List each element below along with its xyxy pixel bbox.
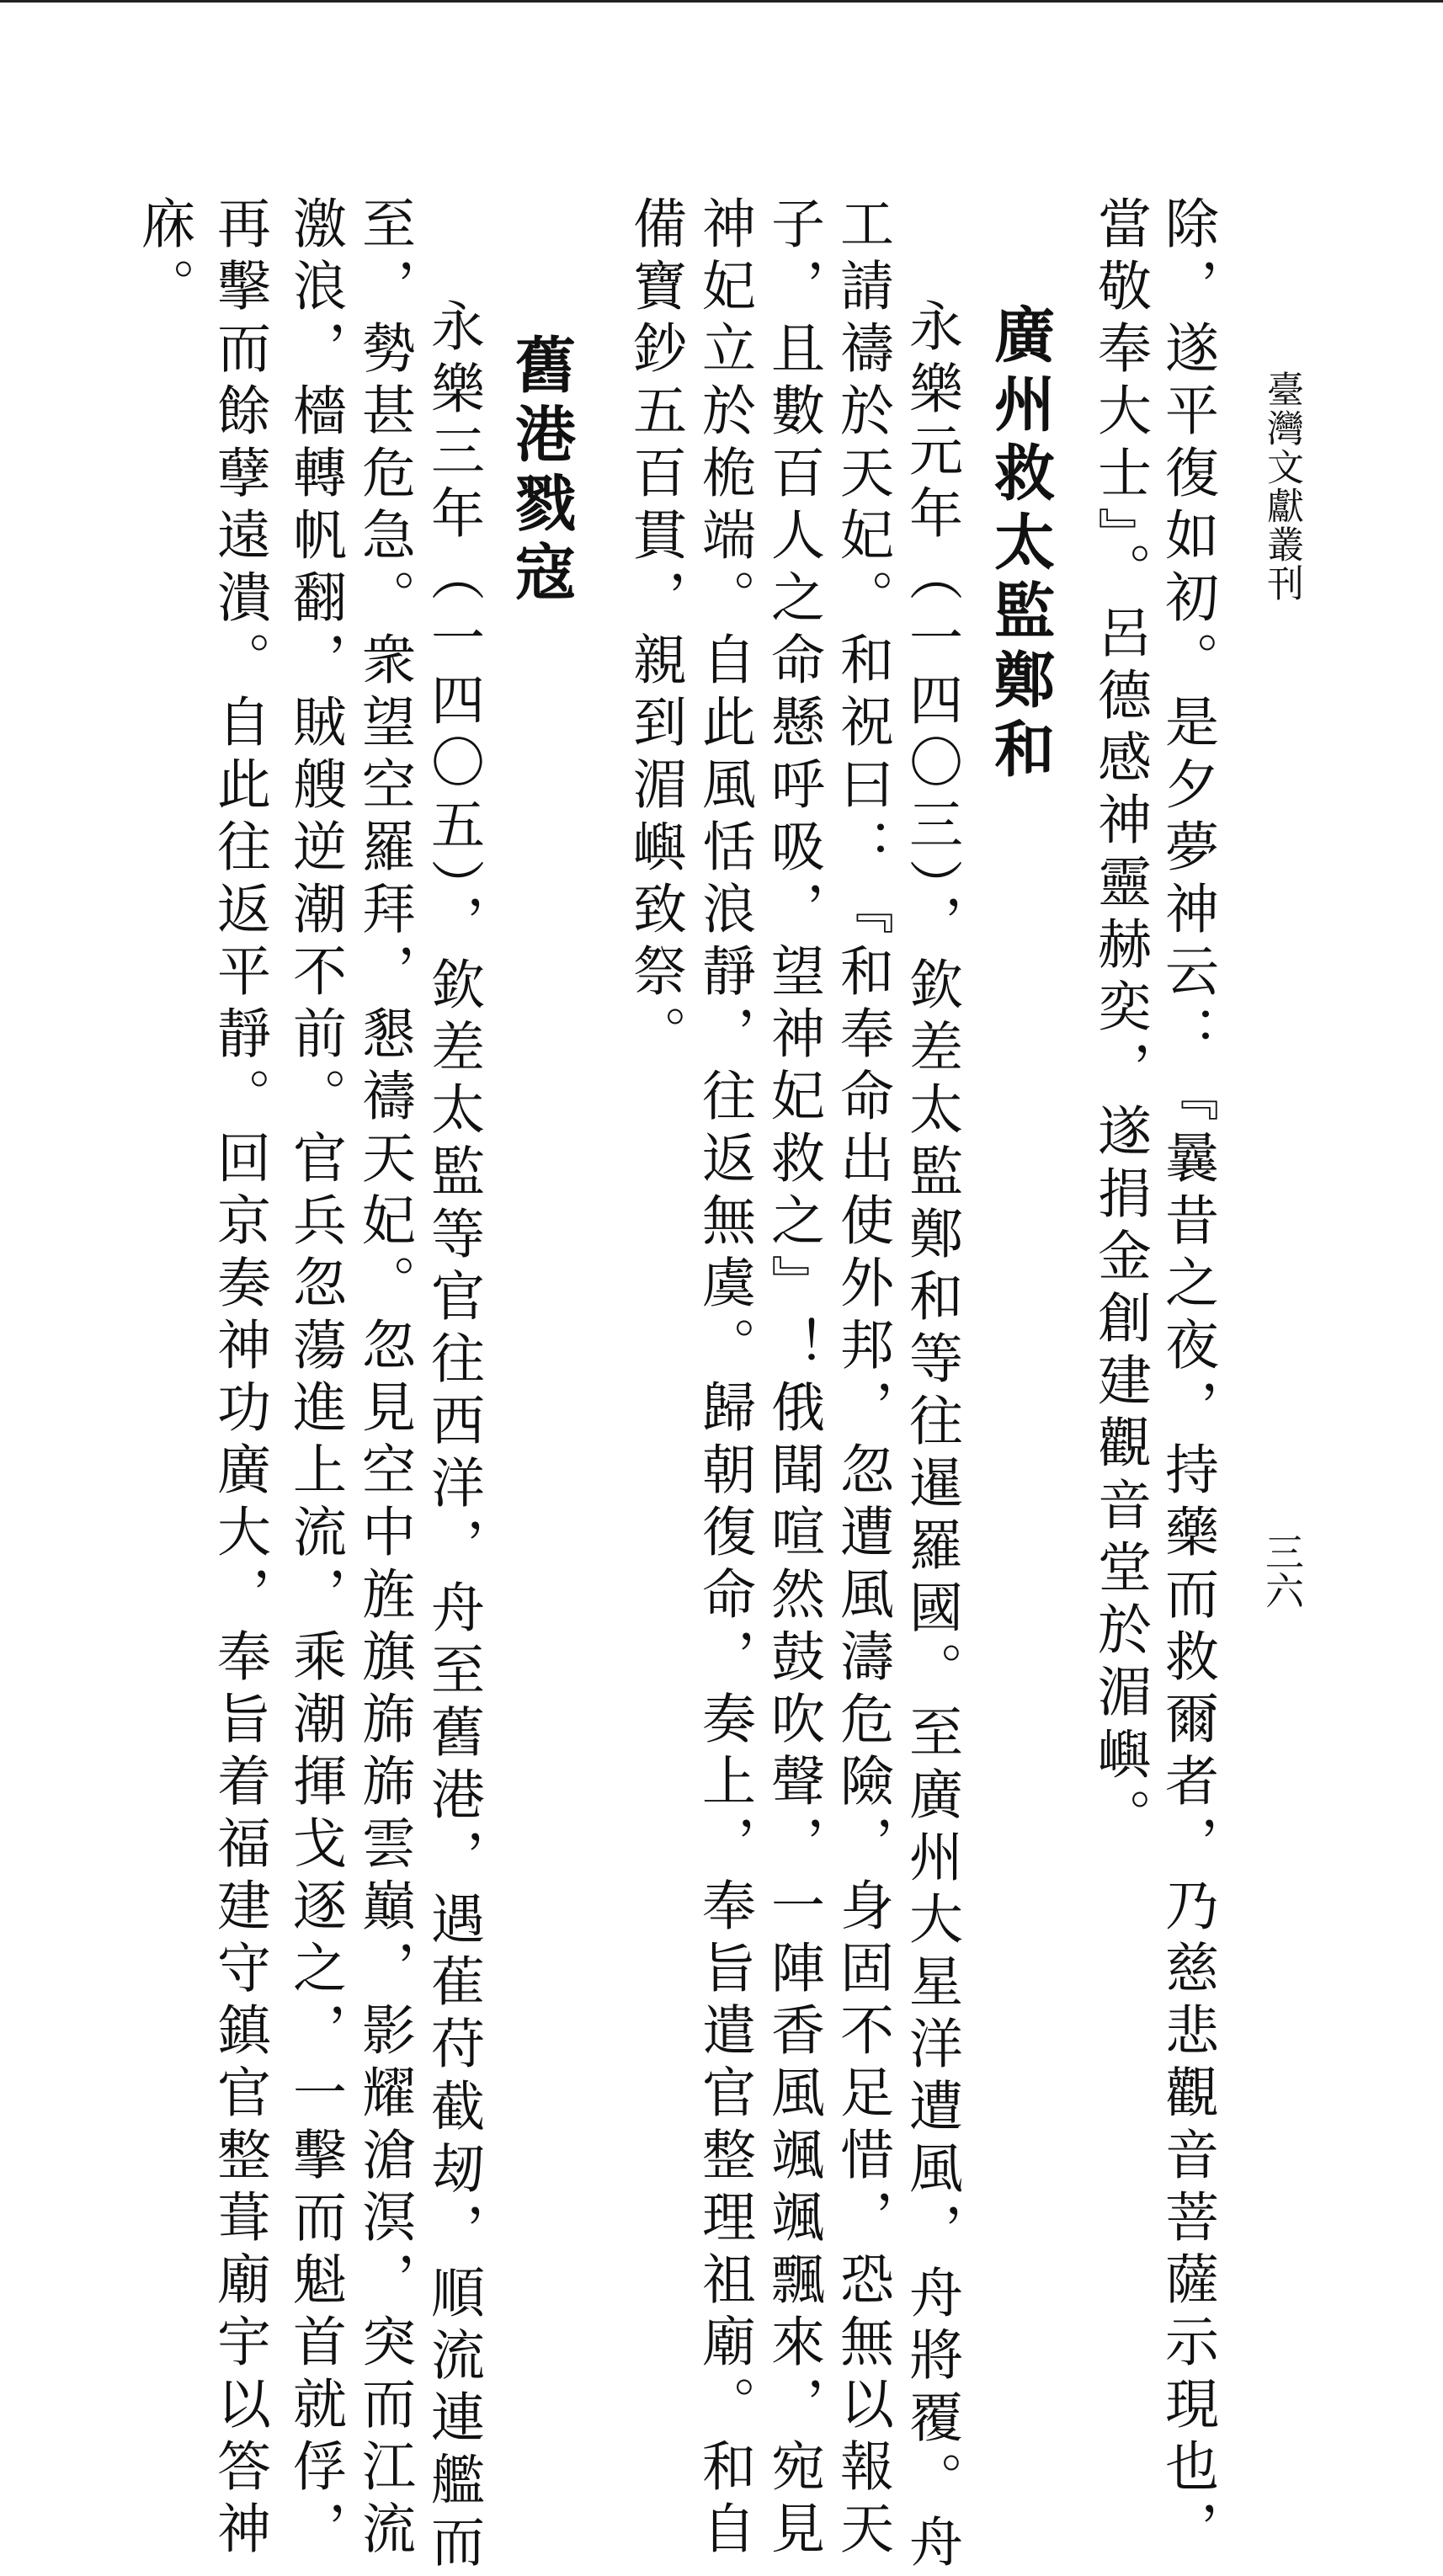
text-column: 當敬奉大士』。呂德感神靈赫奕，遂捐金創建觀音堂於湄嶼。 <box>1089 195 1151 1850</box>
text-column: 庥。 <box>132 195 194 320</box>
text-column: 子，且數百人之命懸呼吸，望神妃救之』！俄聞喧然鼓吹聲，一陣香風颯颯飄來，宛見 <box>762 195 824 2563</box>
section-heading-guangzhou: 廣州救太監鄭和 <box>984 303 1056 786</box>
page-top-rule <box>0 0 1443 3</box>
text-column: 備寶鈔五百貫，親到湄嶼致祭。 <box>624 195 686 1067</box>
text-column: 神妃立於桅端。自此風恬浪靜，往返無虞。歸朝復命，奏上，奉旨遣官整理祖廟。和自 <box>693 195 755 2563</box>
page-number: 三六 <box>1259 1532 1305 1610</box>
text-column: 工請禱於天妃。和祝曰：『和奉命出使外邦，忽遭風濤危險，身固不足惜，恐無以報天 <box>831 195 893 2563</box>
text-column: 永樂三年（一四〇五），欽差太監等官往西洋，舟至舊港，遇萑苻截刼，順流連艦而 <box>422 298 484 2576</box>
text-column: 永樂元年（一四〇三），欽差太監鄭和等往暹羅國。至廣州大星洋遭風，舟將覆。舟 <box>900 298 962 2576</box>
text-column: 再擊而餘孽遠潰。自此往返平靜。回京奏神功廣大，奉旨着福建守鎮官整葺廟宇以答神 <box>208 195 270 2563</box>
text-column: 至，勢甚危急。衆望空羅拜，懇禱天妃。忽見空中旌旗旆旆雲巔，影耀滄溟，突而江流 <box>353 195 415 2563</box>
running-head-title: 臺灣文獻叢刊 <box>1260 370 1303 603</box>
text-column: 激浪，檣轉帆翻，賊艘逆潮不前。官兵忽蕩進上流，乘潮揮戈逐之，一擊而魁首就俘， <box>284 195 346 2563</box>
section-heading-jiugang: 舊港戮寇 <box>505 333 577 609</box>
text-column: 除，遂平復如初。是夕夢神云：『曩昔之夜，持藥而救爾者，乃慈悲觀音菩薩示現也， <box>1156 195 1218 2563</box>
